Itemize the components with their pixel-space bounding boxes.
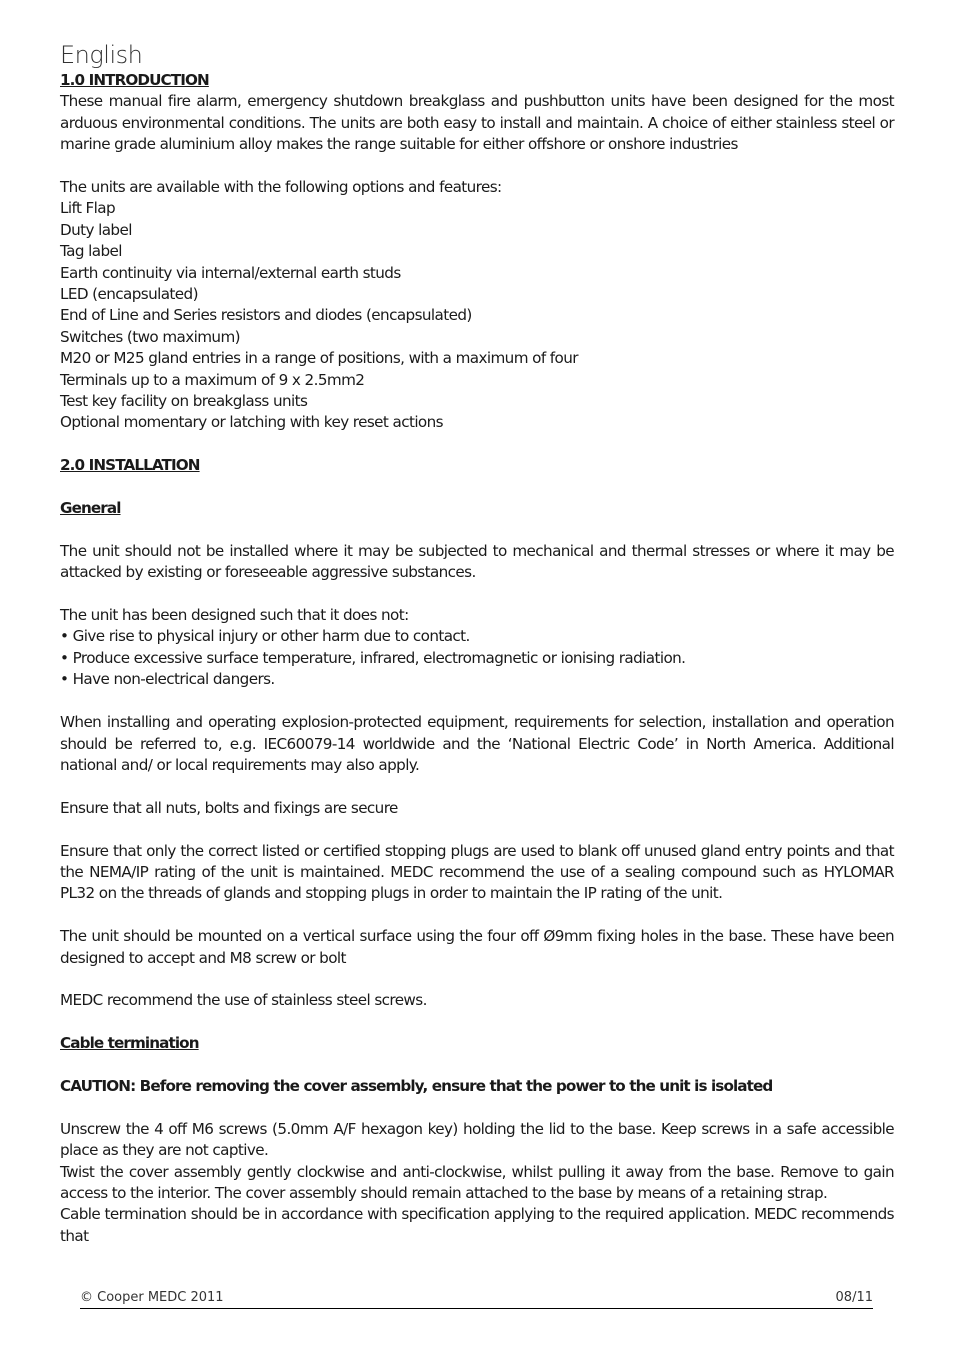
feature-item: End of Line and Series resistors and diodes (encapsulated) [60,306,472,325]
features-intro: The units are available with the following options and features: [60,178,502,197]
termination-paragraph: Cable termination should be in accordance with specification applying to the required application. MEDC recommends that [60,1205,894,1245]
general-paragraph: The unit should not be installed where it may be subjected to mechanical and thermal stresses or where it may be attacked by existing or foreseeable aggressive substances. [60,541,894,582]
language-label: English [60,41,143,69]
document-page [60,40,894,1247]
feature-item: Lift Flap [60,199,116,218]
feature-item: Terminals up to a maximum of 9 x 2.5mm2 [60,370,365,389]
design-bullets [60,626,894,690]
feature-item: Optional momentary or latching with key reset actions [60,413,443,432]
bullet-item: • Produce excessive surface temperature, infrared, electromagnetic or ionising radiation. [60,648,894,669]
feature-item: Tag label [60,242,122,261]
copyright-text: © Cooper MEDC 2011 [80,1290,224,1305]
intro-heading: 1.0 INTRODUCTION [60,71,209,89]
feature-item: Test key facility on breakglass units [60,392,308,411]
page-footer [80,1290,873,1309]
feature-item: LED (encapsulated) [60,285,198,304]
feature-item: Duty label [60,220,132,239]
caution-notice: CAUTION: Before removing the cover assembly, ensure that the power to the unit is isolated [60,1076,773,1095]
unscrew-paragraph: Unscrew the 4 off M6 screws (5.0mm A/F hexagon key) holding the lid to the base. Keep screws in a safe accessible place as they are not captive. [60,1119,894,1160]
general-heading: General [60,499,121,518]
feature-item: Earth continuity via internal/external earth studs [60,263,401,282]
intro-paragraph: These manual fire alarm, emergency shutdown breakglass and pushbutton units have been designed for the most arduous environmental conditions. The units are both easy to install and maintain. A choice of either stainless steel or marine grade aluminium alloy makes the range suitable for either offshore or onshore industries [60,92,894,154]
feature-item: M20 or M25 gland entries in a range of positions, with a maximum of four [60,349,578,368]
cable-termination-heading: Cable termination [60,1034,199,1053]
installation-heading: 2.0 INSTALLATION [60,456,200,475]
footer-date: 08/11 [835,1290,873,1305]
feature-item: Switches (two maximum) [60,327,240,346]
features-list [60,198,894,433]
bullet-item: • Have non-electrical dangers. [60,669,894,690]
stopping-plugs-paragraph: Ensure that only the correct listed or certified stopping plugs are used to blank off unused gland entry points and that the NEMA/IP rating of the unit is maintained. MEDC recommend the use of a sealing compound such as HYLOMAR PL32 on the threads of glands and stopping plugs in order to maintain the IP rating of the unit. [60,841,894,903]
twist-paragraph: Twist the cover assembly gently clockwise and anti-clockwise, whilst pulling it away from the base. Remove to gain access to the interior. The cover assembly should remain attached to the base by means of a retaining strap. [60,1162,894,1202]
mounting-paragraph: The unit should be mounted on a vertical surface using the four off Ø9mm fixing holes in the base. These have been designed to accept and M8 screw or bolt [60,927,894,967]
requirements-paragraph: When installing and operating explosion-protected equipment, requirements for selection, installation and operation should be referred to, e.g. IEC60079-14 worldwide and the ‘National Electric Code’ in North America. Additional national and/ or local requirements may also apply. [60,713,894,774]
design-intro: The unit has been designed such that it does not: [60,606,409,625]
bullet-item: • Give rise to physical injury or other harm due to contact. [60,626,894,647]
screws-paragraph: MEDC recommend the use of stainless steel screws. [60,991,427,1010]
fixings-paragraph: Ensure that all nuts, bolts and fixings are secure [60,798,398,817]
